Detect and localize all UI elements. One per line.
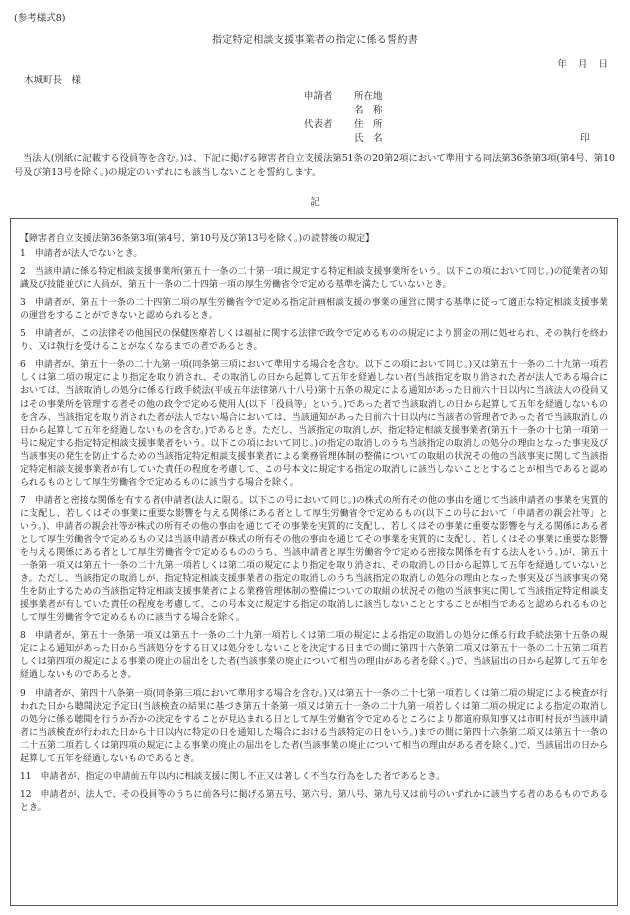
provision-item: 8 申請者が、第五十一条第一項又は第五十一条の二十九第一項若しくは第二項の規定による指定の取消しの処分に係る行政手続法第十五条の規定による通知があった日から当該処分をする日又は処分をしないことを決定する日までの間に第四十六条第二項又は第五十一条の二十五第二項若しくは第四項の規定による事業の廃止の届出をした者(当該事業の廃止について相当の理由がある者を除く。)で、当該届出の日から起算して五年を経過しないものであるとき。 xyxy=(20,631,608,681)
date-year: 年 xyxy=(557,59,567,70)
ki-heading: 記 xyxy=(310,197,320,208)
provisions-heading: 【障害者自立支援法第36条第3項(第4号、第10号及び第13号を除く。)の読替後の規定】 xyxy=(20,234,375,244)
address-label: 所在地 xyxy=(354,91,383,102)
provision-item: 9 申請者が、第四十八条第一項(同条第三項において準用する場合を含む。)又は第五十一条の二十七第一項若しくは第二項の規定による検査が行われた日から聴聞決定予定日(当該検査の結果に基づき第五十条第一項又は第五十一条の二十九第一項若しくは第二項の規定による指定の取消しの処分に係る聴聞を行うか否かの決定をすることが見込まれる日として厚生労働省令で定めるところにより都道府県知事又は市町村長が当該申請者に当該検査が行われた日から十日以内に特定の日を通知した場合における当該特定の日をいう。)までの間に第四十六条第二項又は第五十一条の二十五第二項若しくは第四項の規定による事業の廃止の届出をした者(当該事業の廃止について相当の理由がある者を除く。)で、当該届出の日から起算して五年を経過しないものであるとき。 xyxy=(20,688,608,764)
provision-item: 7 申請者と密接な関係を有する者(申請者(法人に限る。以下この号において同じ。)の株式の所有その他の事由を通じて当該申請者の事業を実質的に支配し、若しくはその事業に重要な影響を与える関係にある者として厚生労働省令で定めるもの(以下この号において「申請者の親会社等」という。)、申請者の親会社等が株式の所有その他の事由を通じてその事業を実質的に支配し、若しくはその事業に重要な影響を与える関係にある者として厚生労働省令で定めるもの又は当該申請者が株式の所有その他の事由を通じてその事業を実質的に支配し、若しくはその事業に重要な影響を与える関係にある者として厚生労働省令で定めるもののうち、当該申請者と厚生労働省令で定める密接な関係を有する法人をいう。)が、第五十一条第一項又は第五十一条の二十九第一項若しくは第二項の規定により指定を取り消され、その取消しの日から起算して五年を経過していないとき。ただし、当該指定の取消しが、指定特定相談支援事業者の指定の取消しのうち当該指定の取消しの処分の理由となった事実及び当該事実の発生を防止するための当該指定特定相談支援事業者による業務管理体制の整備についての取組の状況その他の当該事実に関して当該指定特定相談支援事業者が有していた責任の程度を考慮して、この号本文に規定する指定の取消しに該当しないこととすることが相当であると認められるものとして厚生労働省令で定めるものに該当する場合を除く。 xyxy=(20,495,608,624)
date-line xyxy=(557,58,608,72)
provision-item: 1 申請者が法人でないとき。 xyxy=(20,249,143,260)
form-label: (参考様式8) xyxy=(14,13,66,24)
addressee: 木城町長 様 xyxy=(24,75,82,86)
page-title: 指定特定相談支援事業者の指定に係る誓約書 xyxy=(212,35,418,46)
provision-item: 3 申請者が、第五十一条の二十四第二項の厚生労働省令で定める指定計画相談支援の事業の運営に関する基準に従って適正な特定相談支援事業の運営をすることができないと認められるとき。 xyxy=(20,298,608,322)
person-name-label: 氏 名 xyxy=(354,133,383,144)
residence-label: 住 所 xyxy=(354,119,383,130)
provision-item: 6 申請者が、第五十一条の二十九第一項(同条第三項において準用する場合を含む。以下この項において同じ。)又は第五十一条の二十九第一項若しくは第二項の規定により指定を取り消され、その取消しの日から起算して五年を経過しない者(当該指定を取り消された者が法人である場合においては、当該取消しの処分に係る行政手続法(平成五年法律第八十八号)第十五条の規定による通知があった日前六十日以内に当該法人の役員又はその事業所を管理する者その他の政令で定める使用人(以下「役員等」という。)であった者で当該取消しの日から起算して五年を経過しないものを含み、当該指定を取り消された者が法人でない場合においては、当該通知があった日前六十日以内に当該者の管理者であった者で当該取消しの日から起算して五年を経過しないものを含む。)であるとき。ただし、当該指定の取消しが、指定特定相談支援事業者(第五十一条の十七第一項第一号に規定する指定特定相談支援事業者をいう。以下この項において同じ。)の指定の取消しのうち当該指定の取消しの処分の理由となった事実及び当該事実の発生を防止するための当該指定特定相談支援事業者による業務管理体制の整備についての取組の状況その他の当該事実に関して当該指定特定相談支援事業者が有していた責任の程度を考慮して、この号本文に規定する指定の取消しに該当しないこととすることが相当であると認められるものとして厚生労働省令で定めるものに該当する場合を除く。 xyxy=(20,360,608,488)
seal-mark: 印 xyxy=(580,133,590,144)
declaration-text: 当法人(別紙に記載する役員等を含む。)は、下記に掲げる障害者自立支援法第51条の20第2項において準用する同法第36条第3項(第4号、第10号及び第13号を除く。)の規定のいずれにも該当しないことを誓約します。 xyxy=(14,153,615,178)
date-day: 日 xyxy=(598,59,608,70)
provision-item: 5 申請者が、この法律その他国民の保健医療若しくは福祉に関する法律で政令で定めるものの規定により罰金の刑に処せられ、その執行を終わり、又は執行を受けることがなくなるまでの者であるとき。 xyxy=(20,329,608,353)
name-label: 名 称 xyxy=(354,105,383,116)
provisions-box xyxy=(10,218,618,906)
representative-role: 代表者 xyxy=(304,119,333,130)
date-month: 月 xyxy=(577,59,588,70)
provision-item: 11 申請者が、指定の申請前五年以内に相談支援に関し不正又は著しく不当な行為をした者であるとき。 xyxy=(20,771,446,782)
provision-item: 12 申請者が、法人で、その役員等のうちに前各号に掲げる第五号、第六号、第八号、第九号又は前号のいずれかに該当する者のあるものであるとき。 xyxy=(20,789,608,813)
provision-item: 2 当該申請に係る特定相談支援事業所(第五十一条の二十第一項に規定する特定相談支援事業所をいう。以下この項において同じ。)の従業者の知識及び技能並びに人員が、第五十一条の二十四第一項の厚生労働省令で定める基準を満たしていないとき。 xyxy=(20,267,608,291)
applicant-role: 申請者 xyxy=(304,91,333,102)
